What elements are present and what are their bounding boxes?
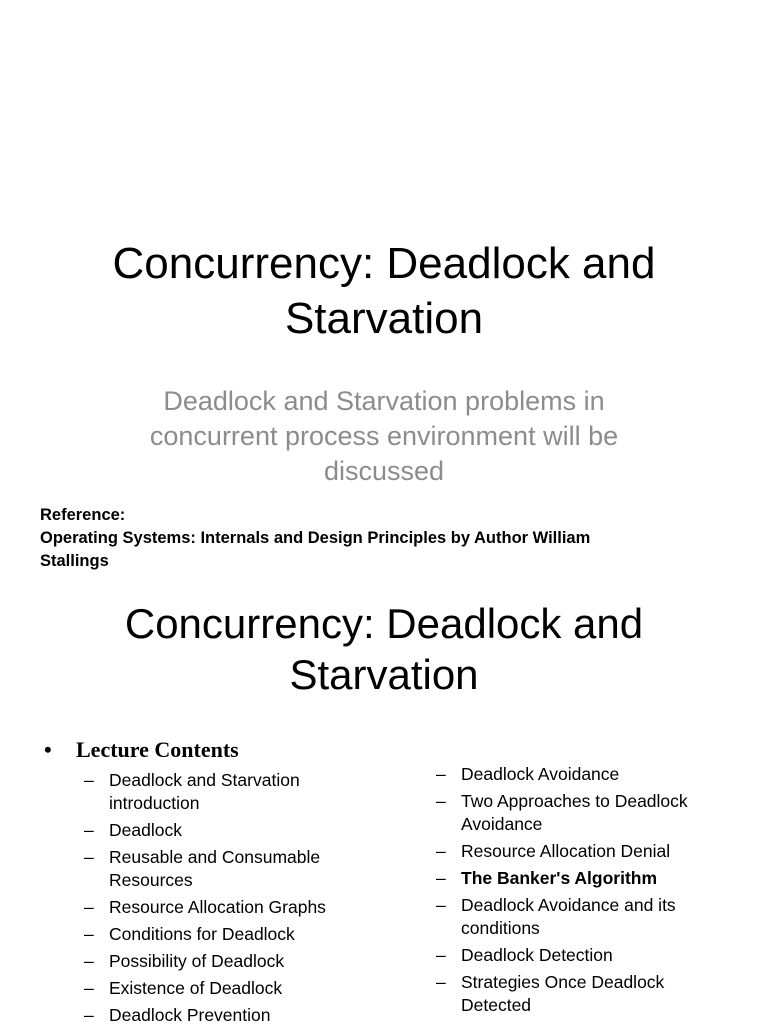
list-item-text: Avoidance [461,814,543,834]
dash-icon: – [84,897,94,917]
slide1-title-line1: Concurrency: Deadlock and [112,239,656,288]
lecture-contents-heading [44,735,239,765]
list-item [436,971,736,1017]
list-item-text: introduction [109,793,200,813]
dash-icon: – [84,1005,94,1025]
list-item-text: Resource Allocation Denial [461,841,671,861]
dash-icon: – [436,764,446,784]
list-item-text: Possibility of Deadlock [109,951,285,971]
list-item-text: Deadlock and Starvation [109,770,300,790]
list-item [436,840,736,863]
dash-icon: – [436,868,446,888]
list-item [84,923,384,946]
dash-icon: – [84,770,94,790]
dash-icon: – [436,895,446,915]
slide1-title [0,236,768,346]
list-item [436,790,736,836]
list-item [84,950,384,973]
dash-icon: – [436,945,446,965]
list-item-text: Deadlock [109,820,182,840]
dash-icon: – [84,951,94,971]
slide2-title-line1: Concurrency: Deadlock and [124,600,644,647]
list-item-text: Existence of Deadlock [109,978,283,998]
reference-line2: Stallings [40,552,109,570]
lecture-contents-right-list [436,763,736,1021]
reference-line1: Operating Systems: Internals and Design Principles by Author William [40,529,591,547]
lecture-contents-label: Lecture Contents [76,737,239,762]
list-item-text: Resource Allocation Graphs [109,897,326,917]
list-item [436,763,736,786]
list-item-text: Deadlock Avoidance [461,764,620,784]
list-item-text: conditions [461,918,540,938]
list-item [84,819,384,842]
dash-icon: – [84,820,94,840]
dash-icon: – [436,841,446,861]
list-item [436,944,736,967]
reference-label: Reference: [40,506,126,524]
slide1-subtitle-line1: Deadlock and Starvation problems in [163,386,605,416]
list-item-text: Detected [461,995,532,1015]
list-item-text: Conditions for Deadlock [109,924,295,944]
dash-icon: – [84,924,94,944]
slide1-subtitle-line2: concurrent process environment will be [149,421,619,451]
slide1-subtitle-line3: discussed [323,456,445,486]
list-item [436,867,736,890]
list-item-text: Reusable and Consumable [109,847,321,867]
list-item-text: Resources [109,870,193,890]
list-item [436,894,736,940]
list-item [84,896,384,919]
slide2-title [0,598,768,700]
list-item-text: Two Approaches to Deadlock [461,791,688,811]
lecture-contents-left-list [84,769,384,1031]
list-item-text: Deadlock Prevention [109,1005,271,1025]
bullet-icon: • [44,737,52,762]
list-item-text: Deadlock Avoidance and its [461,895,676,915]
dash-icon: – [84,978,94,998]
slide1-title-line2: Starvation [284,294,484,343]
slide2-title-line2: Starvation [289,651,479,698]
list-item [84,846,384,892]
list-item-text: Strategies Once Deadlock [461,972,665,992]
list-item [84,977,384,1000]
reference-block [40,504,740,573]
dash-icon: – [436,972,446,992]
list-item-text: Deadlock Detection [461,945,613,965]
list-item [84,769,384,815]
dash-icon: – [436,791,446,811]
list-item-text: The Banker's Algorithm [461,868,658,888]
slide1-subtitle [0,384,768,489]
dash-icon: – [84,847,94,867]
